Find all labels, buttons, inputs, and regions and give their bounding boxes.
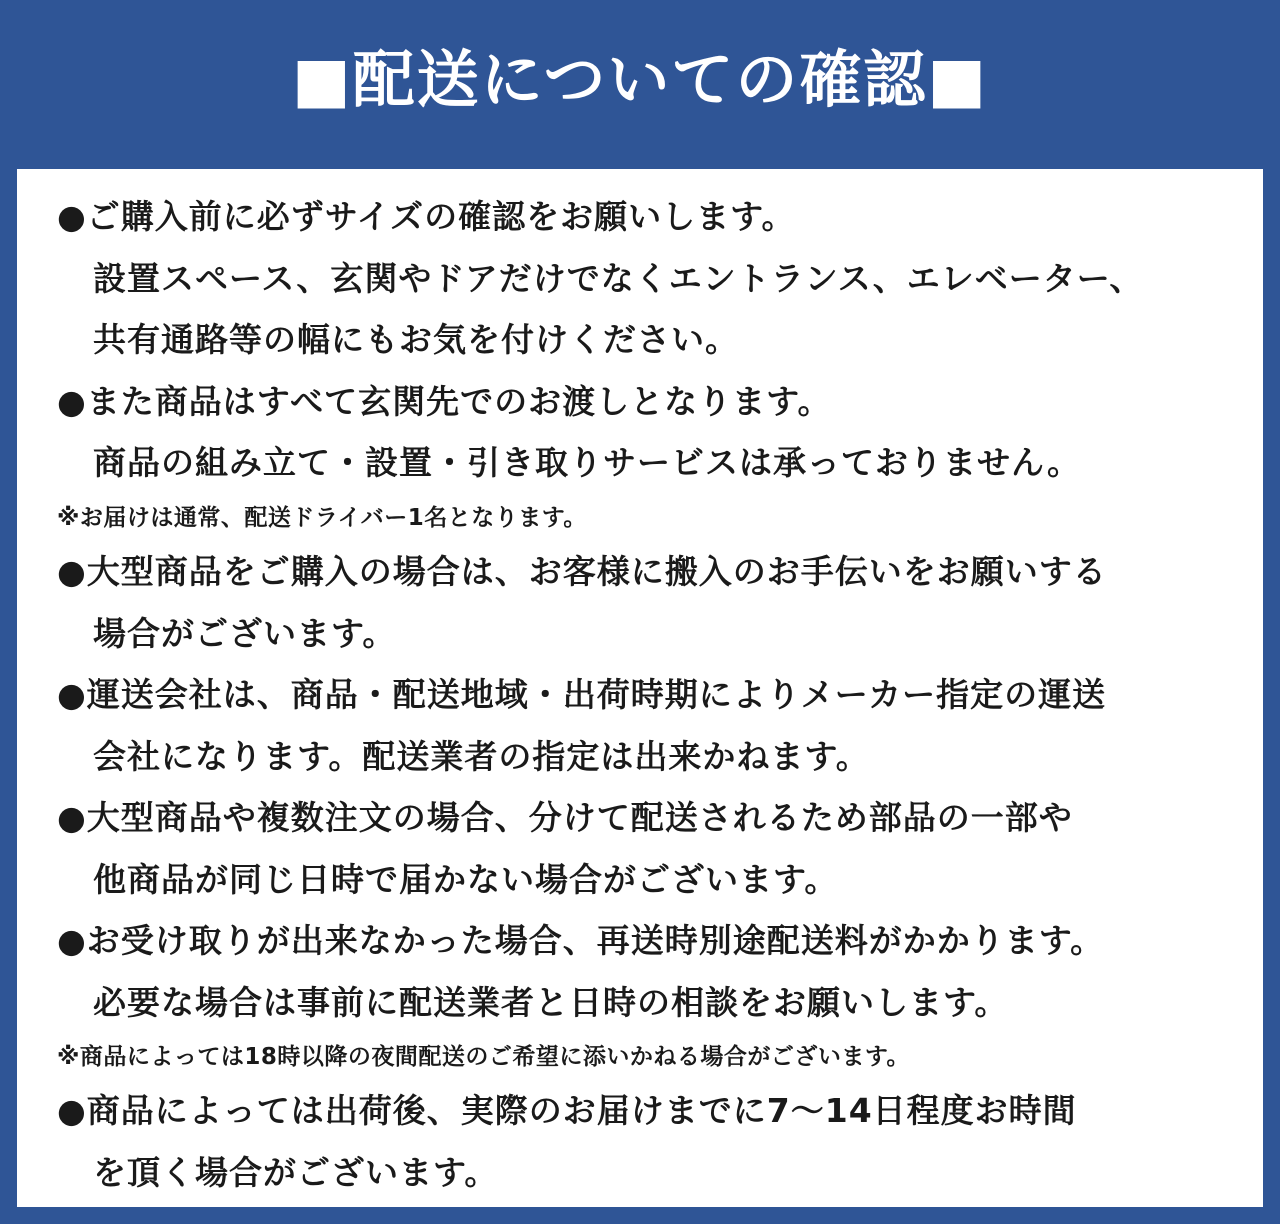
note-line: ●ご購入前に必ずサイズの確認をお願いします。: [57, 197, 796, 236]
note-line: ●運送会社は、商品・配送地域・出荷時期によりメーカー指定の運送: [57, 675, 1107, 714]
notice-panel: [17, 169, 1263, 1207]
note-line: 商品の組み立て・設置・引き取りサービスは承っておりません。: [93, 443, 1081, 482]
note-line-small: ※お届けは通常、配送ドライバー1名となります。: [57, 505, 587, 531]
note-line: 設置スペース、玄関やドアだけでなくエントランス、エレベーター、: [93, 259, 1144, 298]
note-line: を頂く場合がございます。: [93, 1153, 499, 1192]
page-title: ■配送についての確認■: [292, 43, 988, 116]
note-line: 必要な場合は事前に配送業者と日時の相談をお願いします。: [93, 983, 1009, 1022]
note-line-small: ※商品によっては18時以降の夜間配送のご希望に添いかねる場合がございます。: [57, 1044, 911, 1070]
header-banner: [0, 0, 1280, 166]
note-line: ●商品によっては出荷後、実際のお届けまでに7〜14日程度お時間: [57, 1091, 1077, 1130]
note-line: ●お受け取りが出来なかった場合、再送時別途配送料がかかります。: [57, 921, 1105, 960]
note-line: 他商品が同じ日時で届かない場合がございます。: [93, 860, 839, 899]
note-line: 共有通路等の幅にもお気を付けください。: [93, 320, 739, 359]
note-line: ●大型商品や複数注文の場合、分けて配送されるため部品の一部や: [57, 798, 1073, 837]
note-line: ●また商品はすべて玄関先でのお渡しとなります。: [57, 382, 832, 421]
note-line: ●大型商品をご購入の場合は、お客様に搬入のお手伝いをお願いする: [57, 552, 1107, 591]
note-line: 会社になります。配送業者の指定は出来かねます。: [93, 737, 870, 776]
note-line: 場合がございます。: [93, 614, 397, 653]
